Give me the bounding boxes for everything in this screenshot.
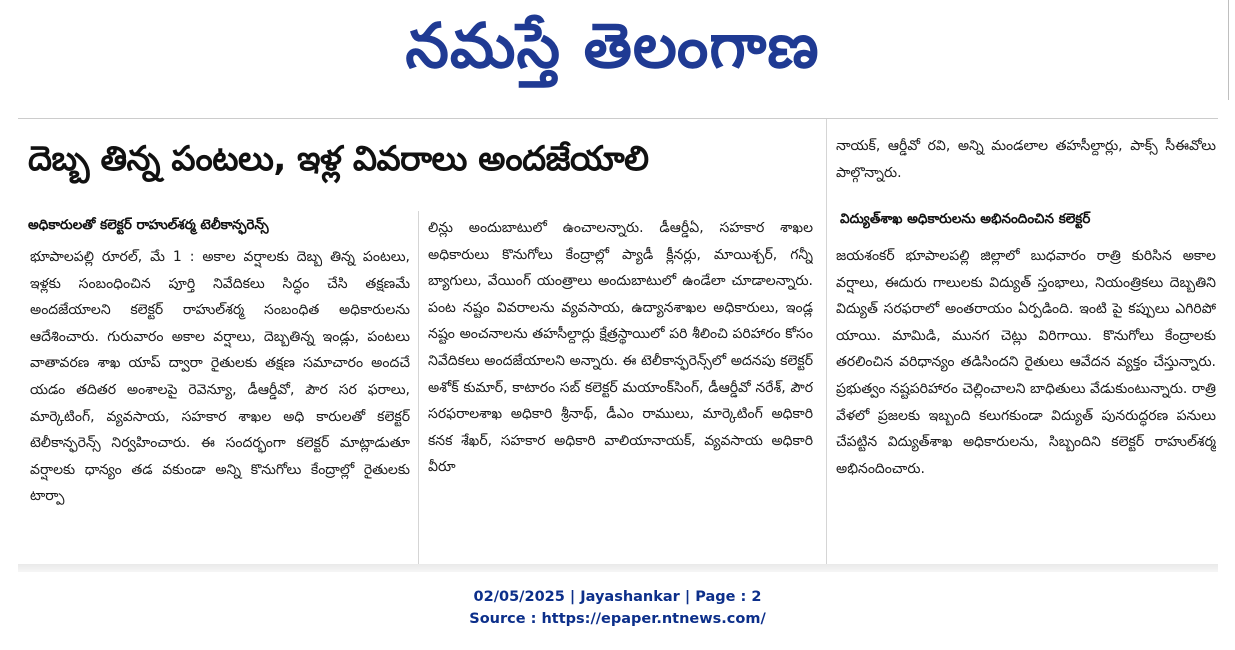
article-column-3-body: జయశంకర్ భూపాలపల్లి జిల్లాలో బుధవారం రాత్రి కురిసిన అకాల వర్షాలు, ఈదురు గాలులకు విద్యుత్ స్తంభాలు, నియంత్రికలు దెబ్బతిని విద్యుత్ సరఫరాలో అంతరాయం ఏర్పడింది. ఇంటి పై కప్పులు ఎగిరిపో యాయి. మామిడి, మునగ చెట్లు విరిగాయి. కొనుగోలు కేంద్రాలకు తరలించిన వరిధాన్యం తడిసిందని రైతులు ఆవేదన వ్యక్తం చేస్తున్నారు. ప్రభుత్వం నష్టపరిహారం చెల్లించాలని బాధితులు వేడుకుంటున్నారు. రాత్రి వేళలో ప్రజలకు ఇబ్బంది కలుగకుండా విద్యుత్ పునరుద్ధరణ పనులు చేపట్టిన విద్యుత్‌శాఖ అధికారులను, సిబ్బందిని కలెక్టర్ రాహుల్‌శర్మ అభినందించారు. — [836, 248, 1216, 477]
sidebar-subheading: విద్యుత్‌శాఖ అధికారులను అభినందించిన కలెక్టర్ — [840, 211, 1091, 227]
masthead-title: నమస్తే తెలంగాణ — [405, 9, 820, 82]
footer-source: Source : https://epaper.ntnews.com/ — [469, 611, 766, 627]
masthead-divider — [1228, 0, 1229, 100]
column-divider-headline — [826, 119, 827, 564]
news-clipping — [18, 118, 1218, 569]
clipping-bottom-edge — [18, 564, 1218, 572]
footer-date-edition: 02/05/2025 | Jayashankar | Page : 2 — [473, 589, 762, 605]
article-column-3-top: నాయక్, ఆర్డీవో రవి, అన్ని మండలాల తహసీల్దార్లు, పాక్స్ సీఈవోలు పాల్గొన్నారు. — [836, 138, 1216, 181]
headline: దెబ్బ తిన్న పంటలు, ఇళ్ల వివరాలు అందజేయాలి — [28, 139, 649, 179]
page-footer — [0, 586, 1235, 630]
article-column-2: లిన్లు అందుబాటులో ఉంచాలన్నారు. డీఆర్డీఏ, సహకార శాఖల అధికారులు కొనుగోలు కేంద్రాల్లో ప్యాడీ క్లీనర్లు, మాయిశ్చర్, గన్నీ బ్యాగులు, వేయింగ్ యంత్రాలు అందుబాటులో ఉండేలా చూడాలన్నారు. పంట నష్టం వివరాలను వ్యవసాయ, ఉద్యానశాఖల అధికారులు, ఇండ్ల నష్టం అంచనాలను తహసీల్దార్లు క్షేత్రస్థాయిలో పరి శీలించి పరిహారం కోసం నివేదికలు అందజేయాలని అన్నారు. ఈ టెలీకాన్ఫరెన్స్‌లో అదనపు కలెక్టర్ అశోక్ కుమార్, కాటారం సబ్ కలెక్టర్ మయాంక్‌సింగ్, డీఆర్డీవో నరేశ్, పౌర సరఫరాలశాఖ అధికారి శ్రీనాథ్, డీఎం రాములు, మార్కెటింగ్ అధికారి కనక శేఖర్, సహకార అధికారి వాలియానాయక్, వ్యవసాయ అధికారి వీరూ — [428, 220, 813, 476]
article-subheading: అధికారులతో కలెక్టర్ రాహుల్‌శర్మ టెలీకాన్ఫరెన్స్ — [28, 217, 269, 233]
article-column-1: భూపాలపల్లి రూరల్, మే 1 : అకాల వర్షాలకు దెబ్బ తిన్న పంటలు, ఇళ్లకు సంబంధించిన పూర్తి నివేదికలు సిద్ధం చేసి తక్షణమే అందజేయాలని కలెక్టర్ రాహుల్‌శర్మ సంబంధిత అధికారులను ఆదేశించారు. గురువారం అకాల వర్షాలు, దెబ్బతిన్న ఇండ్లు, పంటలు వాతావరణ శాఖ యాప్ ద్వారా రైతులకు తక్షణ సమాచారం అందచే యడం తదితర అంశాలపై రెవెన్యూ, డీఆర్డీవో, పౌర సర ఫరాలు, మార్కెటింగ్, వ్యవసాయ, సహకార శాఖల అధి కారులతో కలెక్టర్ టెలీకాన్ఫరెన్స్ నిర్వహించారు. ఈ సందర్భంగా కలెక్టర్ మాట్లాడుతూ వర్షాలకు ధాన్యం తడ వకుండా అన్ని కొనుగోలు కేంద్రాల్లో రైతులకు టార్పా — [30, 249, 410, 505]
masthead — [0, 0, 1235, 92]
column-divider-1 — [418, 211, 419, 564]
